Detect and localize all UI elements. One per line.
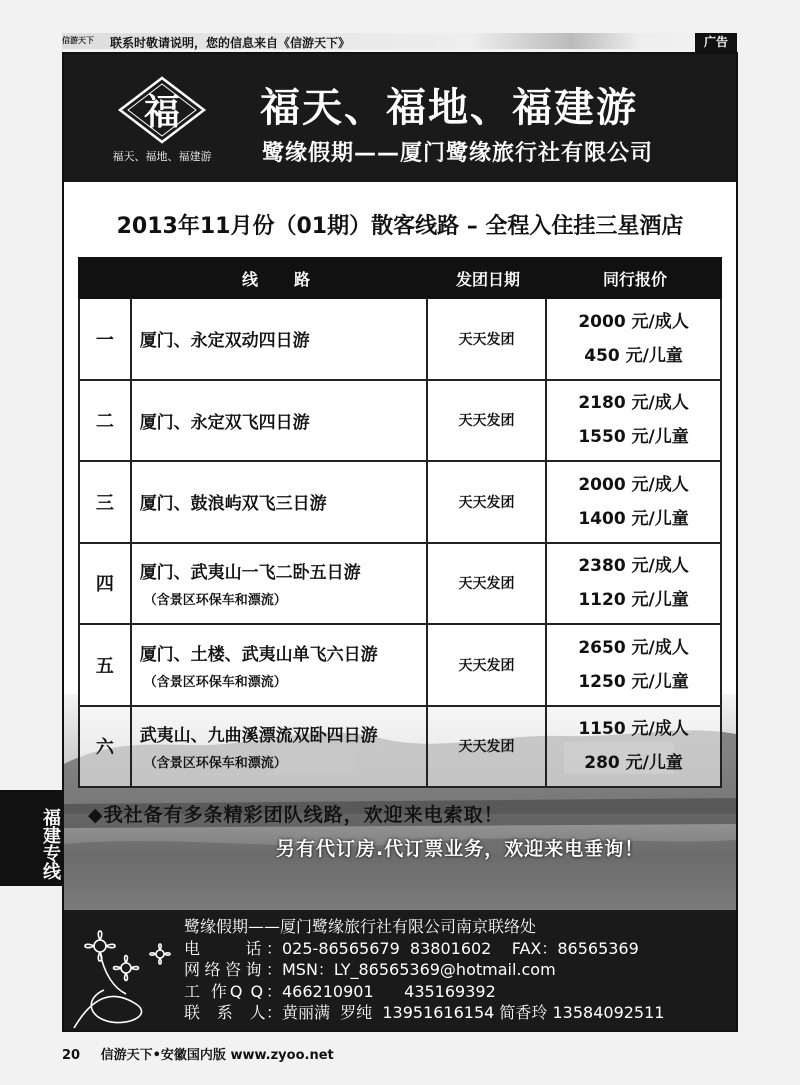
main-title: 福天、福地、福建游	[260, 84, 638, 131]
phone-label: 电 话：	[184, 938, 282, 958]
adult-price: 2650 元/成人	[578, 637, 689, 658]
source-notice: 联系时敬请说明，您的信息来自《信游天下》	[110, 36, 351, 50]
route-name: 厦门、武夷山一飞二卧五日游	[139, 563, 361, 584]
adult-price: 2180 元/成人	[578, 393, 689, 414]
adult-price: 2380 元/成人	[578, 556, 689, 577]
route-name: 厦门、鼓浪屿双飞三日游	[139, 494, 327, 515]
page-footer	[62, 1044, 334, 1063]
route-name: 厦门、永定双飞四日游	[139, 412, 310, 433]
table-row	[78, 544, 722, 626]
header-banner	[64, 54, 736, 182]
price-cell	[547, 625, 720, 705]
table-row	[78, 462, 722, 544]
person-value: 黄丽满 罗纯 13951616154 简香玲 13584092511	[282, 1003, 665, 1022]
row-number: 五	[80, 625, 132, 705]
header-spacer	[78, 257, 130, 299]
magazine-logo: 信游天下	[62, 36, 94, 45]
price-cell	[547, 544, 720, 624]
route-note: （含景区环保车和漂流）	[143, 593, 287, 609]
child-price: 450 元/儿童	[584, 345, 683, 366]
route-cell	[132, 707, 428, 787]
row-number: 四	[80, 544, 132, 624]
promo-line-2: 另有代订房.代订票业务，欢迎来电垂询！	[276, 838, 645, 860]
header-route: 线路	[241, 269, 346, 289]
departure-date: 天天发团	[428, 462, 547, 542]
departure-date: 天天发团	[428, 381, 547, 461]
qq-label: 工 作Q Q：	[184, 981, 282, 1001]
price-cell	[547, 299, 720, 379]
table-row	[78, 625, 722, 707]
route-name: 厦门、永定双动四日游	[139, 331, 310, 352]
departure-date: 天天发团	[428, 707, 547, 787]
contact-qq-line	[184, 981, 664, 1003]
ad-tag: 广告	[695, 33, 737, 52]
adult-price: 2000 元/成人	[578, 474, 689, 495]
price-cell	[547, 707, 720, 787]
contact-phone-line	[184, 938, 664, 960]
row-number: 一	[80, 299, 132, 379]
routes-heading: 2013年11月份（01期）散客线路 – 全程入住挂三星酒店	[116, 214, 684, 239]
person-label: 联 系 人：	[184, 1003, 282, 1022]
route-name: 厦门、土楼、武夷山单飞六日游	[139, 644, 378, 665]
child-price: 280 元/儿童	[584, 753, 683, 774]
footer-text: 信游天下•安徽国内版 www.zyoo.net	[100, 1048, 334, 1063]
price-cell	[547, 462, 720, 542]
table-row	[78, 381, 722, 463]
route-cell	[132, 381, 428, 461]
row-number: 三	[80, 462, 132, 542]
departure-date: 天天发团	[428, 299, 547, 379]
row-number: 六	[80, 707, 132, 787]
side-tab: 福建专线	[0, 790, 62, 886]
top-bar	[0, 0, 800, 52]
advertisement-page	[62, 52, 738, 1032]
adult-price: 2000 元/成人	[578, 311, 689, 332]
child-price: 1400 元/儿童	[578, 508, 689, 529]
departure-date: 天天发团	[428, 544, 547, 624]
emblem-caption: 福天、福地、福建游	[112, 150, 212, 163]
route-cell	[132, 299, 428, 379]
table-row	[78, 299, 722, 381]
phone-value: 025-86565679 83801602 FAX：86565369	[282, 938, 639, 958]
route-cell	[132, 544, 428, 624]
emblem-character: 福	[143, 91, 181, 133]
header-price: 同行报价	[602, 269, 667, 289]
row-number: 二	[80, 381, 132, 461]
route-note: （含景区环保车和漂流）	[143, 674, 287, 690]
company-subtitle: 鹭缘假期——厦门鹭缘旅行社有限公司	[262, 141, 654, 166]
flower-icon	[64, 924, 179, 1030]
contact-org: 鹭缘假期——厦门鹭缘旅行社有限公司南京联络处	[184, 917, 537, 936]
price-cell	[547, 381, 720, 461]
online-label: 网络咨询：	[184, 960, 282, 979]
contact-block	[64, 910, 736, 1030]
routes-table	[78, 257, 722, 788]
departure-date: 天天发团	[428, 625, 547, 705]
route-cell	[132, 462, 428, 542]
promo-line-1: ◆我社备有多条精彩团队线路，欢迎来电索取！	[88, 804, 504, 826]
route-cell	[132, 625, 428, 705]
child-price: 1120 元/儿童	[578, 590, 689, 611]
table-row	[78, 707, 722, 789]
online-value: MSN：LY_86565369@hotmail.com	[282, 960, 556, 979]
header-date: 发团日期	[455, 269, 520, 289]
contact-person-line	[184, 1002, 664, 1024]
route-name: 武夷山、九曲溪漂流双卧四日游	[139, 726, 378, 747]
table-header	[78, 257, 722, 299]
contact-online-line	[184, 959, 664, 981]
adult-price: 1150 元/成人	[578, 719, 689, 740]
qq-value: 466210901 435169392	[282, 981, 496, 1001]
route-note: （含景区环保车和漂流）	[143, 756, 287, 772]
child-price: 1550 元/儿童	[578, 427, 689, 448]
fortune-emblem-icon	[100, 70, 230, 180]
child-price: 1250 元/儿童	[578, 671, 689, 692]
page-number: 20	[62, 1048, 81, 1063]
contact-lines	[184, 916, 664, 1024]
